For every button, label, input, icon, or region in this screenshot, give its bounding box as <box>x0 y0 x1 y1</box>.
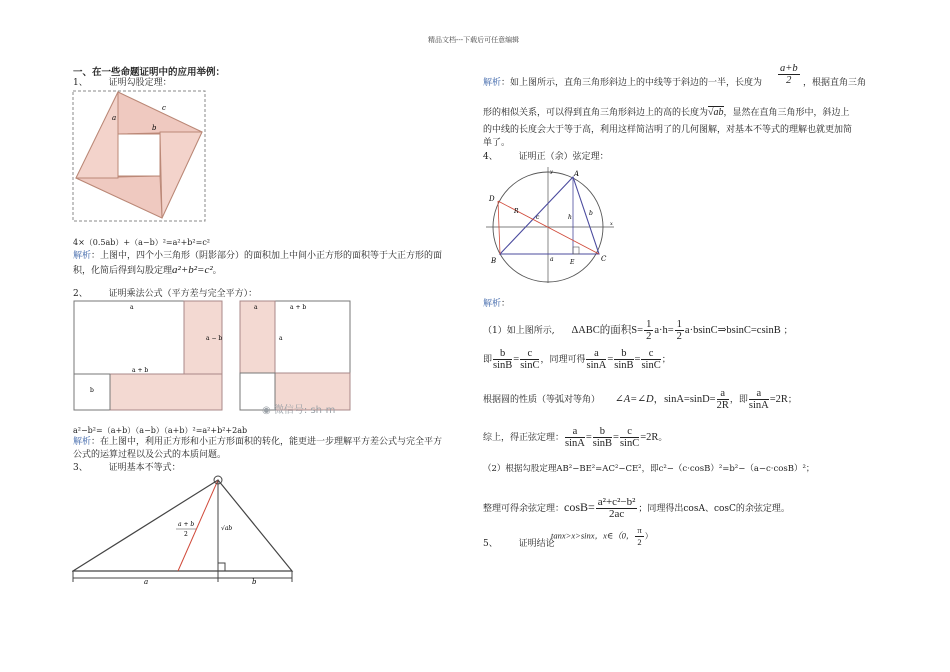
label-b: b <box>252 578 257 586</box>
jiexi-text: 形的相似关系，可以得到直角三角形斜边上的高的长度为 <box>483 108 709 118</box>
inequality: tanx>x>sinx，x∈（0， <box>551 530 635 541</box>
jiexi-text: 积，化简后得到勾股定理 <box>73 266 173 276</box>
jiexi3-line1-end: ，根据直角三角 <box>803 78 867 88</box>
frac-num: a <box>717 388 729 400</box>
vertex-B: B <box>491 257 497 265</box>
frac-den: 2R <box>716 400 729 411</box>
item4-heading <box>483 151 609 164</box>
label-a: a <box>112 114 117 122</box>
label-b: b <box>589 210 593 217</box>
frac-den: sinA <box>748 400 769 411</box>
wechat-icon: ◉ <box>262 405 271 416</box>
item4-title: 证明正（余）弦定理： <box>518 152 609 162</box>
triangle-right <box>160 132 202 218</box>
triangle-left <box>76 92 118 178</box>
sine-line1 <box>483 319 793 342</box>
frac-num: a <box>749 388 769 400</box>
frac-num: c <box>641 348 660 360</box>
jiexi-text: ：如上图所示，直角三角形斜边上的中线等于斜边的一半，长度为 <box>501 78 763 88</box>
left-label-b: b <box>90 387 94 394</box>
jiexi3-line4: 单了。 <box>483 138 511 148</box>
jiexi-text: ：上图中，四个小三角形（阴影部分）的面积加上中间小正方形的面积等于大正方形的面 <box>91 251 443 261</box>
angle-equality: ∠A=∠D <box>614 394 654 405</box>
watermark-text: 微信号: sh-m <box>273 405 336 416</box>
jiexi-colon: ： <box>501 299 511 309</box>
text: ； <box>787 395 797 405</box>
frac-num: π <box>637 525 642 535</box>
item2-number: 2、 <box>73 289 88 299</box>
chord-db <box>498 201 500 254</box>
jiexi4-heading <box>483 298 510 311</box>
label-h: h <box>568 214 572 221</box>
item1-number: 1、 <box>73 78 88 88</box>
figure-multiplication-formulas <box>72 300 352 412</box>
sqrt-ab: √ab <box>708 107 724 118</box>
left-strip-horizontal <box>110 374 222 410</box>
item4-number: 4、 <box>483 152 498 162</box>
label-c: c <box>162 104 166 112</box>
right-angle-mark <box>573 247 579 254</box>
frac-den: 2 <box>676 331 682 342</box>
item3-title: 证明基本不等式： <box>108 463 181 473</box>
text: =2R <box>640 432 659 443</box>
frac-num: a <box>565 426 585 438</box>
triangle-abc <box>500 177 599 254</box>
half-sum-fraction <box>777 63 801 86</box>
jiexi-label: 解析 <box>73 437 92 447</box>
text: ，同理可得 <box>540 355 586 365</box>
jiexi-text: ，显然在直角三角形中，斜边上 <box>723 108 850 118</box>
text: ，即 <box>729 395 748 405</box>
frac-num: 1 <box>646 319 652 330</box>
frac-num: b <box>614 348 633 360</box>
text: =2R <box>769 394 788 405</box>
frac-den: sinB <box>493 360 513 371</box>
frac-num: a²+c²−b² <box>597 496 636 508</box>
vertex-A: A <box>574 170 580 178</box>
item2-jiexi-line1 <box>73 436 442 449</box>
triangle-top <box>118 92 202 134</box>
right-label-a: a <box>254 304 258 311</box>
frac-num: b <box>593 426 612 438</box>
label-sqrt-ab: √ab <box>221 525 233 532</box>
text: ） <box>644 531 653 541</box>
text: ；同理得出cosA、cosC的余弦定理。 <box>638 504 790 514</box>
area-formula: ΔABC的面积S= <box>571 325 644 336</box>
text: ，sinA=sinD= <box>653 394 716 405</box>
vertex-C: C <box>601 255 607 263</box>
frac-den: 2 <box>786 75 792 86</box>
left-label-a-plus-b: a + b <box>132 367 149 374</box>
item2-formula: a²−b²=（a+b）（a−b）（a+b）²=a²+b²+2ab <box>73 426 248 435</box>
frac-den: sinB <box>592 438 613 449</box>
text: ； <box>783 326 793 336</box>
item1-jiexi-line2 <box>73 264 222 278</box>
text: （1）如上图所示, <box>483 326 555 336</box>
frac-den: 2 <box>646 331 652 342</box>
frac-den: sinB <box>614 360 634 371</box>
item2-title: 证明乘法公式（平方差与完全平方）： <box>108 289 258 299</box>
figure-am-gm-triangle <box>72 474 294 586</box>
label-b: b <box>152 124 157 132</box>
text: 整理可得余弦定理： <box>483 504 565 514</box>
item1-jiexi-line1 <box>73 250 442 263</box>
text: 。 <box>658 433 668 443</box>
area-formula: a·bsinC⇒bsinC=csinB <box>684 325 781 336</box>
frac-den: sinC <box>520 360 540 371</box>
frac-num: 1 <box>676 319 682 330</box>
right-angle-mark <box>218 563 225 571</box>
jiexi3-line1 <box>483 77 762 90</box>
left-label-a: a <box>130 304 134 311</box>
label-a-plus-b: a + b <box>178 521 195 528</box>
item3-number: 3、 <box>73 463 88 473</box>
item1-formula: 4×（0.5ab）+（a−b）²=a²+b²=c² <box>73 238 211 247</box>
frac-den: 2ac <box>608 508 625 520</box>
text: ； <box>661 355 671 365</box>
triangle-bottom <box>76 176 162 218</box>
frac-den: sinC <box>619 438 640 449</box>
frac-num: a <box>586 348 606 360</box>
text: 综上，得正弦定理： <box>483 433 565 443</box>
label-c: c <box>536 214 540 221</box>
label-two: 2 <box>184 531 188 538</box>
jiexi-end: 。 <box>212 266 222 276</box>
right-rect-left <box>240 301 275 373</box>
item5-inequality <box>551 525 653 548</box>
label-a: a <box>144 578 149 586</box>
right-label-a-plus-b: a + b <box>290 304 307 311</box>
left-label-a-minus-b: a − b <box>206 335 223 342</box>
cosine-derivation: （2）根据勾股定理AB²−BE²=AC²−CE²，即c²−（c·cosB）²=b²−（a−c·cosB）²； <box>483 464 815 474</box>
jiexi-label: 解析 <box>483 299 502 309</box>
text: 即 <box>483 355 493 365</box>
frac-num: b <box>493 348 512 360</box>
item5-title: 证明结论 <box>518 539 555 549</box>
area-formula: a·h= <box>654 325 674 336</box>
frac-den: sinC <box>641 360 661 371</box>
item5-heading <box>483 538 555 551</box>
jiexi3-line2 <box>483 106 850 120</box>
frac-num: c <box>620 426 639 438</box>
item2-jiexi-line2: 公式的运算过程以及公式的本质问题。 <box>73 450 227 460</box>
frac-den: sinA <box>565 438 585 449</box>
page-header: 精品文档---下载后可任意编辑 <box>428 36 520 44</box>
vertex-D: D <box>489 195 495 203</box>
label-R: R <box>514 208 519 215</box>
cos-lhs: cosB= <box>564 500 595 514</box>
figure-circumcircle <box>484 165 616 285</box>
sine-line2: 即 $\frac{b}{\sin B}$ = $\frac{c}{\sin C}$ ，同理可得 $\frac{a}{\sin A}$ = $\frac{b}{\sin B}$ = $\frac{c}{\sin C}$ ； <box>483 348 671 371</box>
watermark <box>262 401 335 416</box>
cosine-law-result <box>483 497 790 520</box>
frac-num: c <box>520 348 539 360</box>
jiexi-text: ：在上图中，利用正方形和小正方形面积的转化，能更进一步理解平方差公式与完全平方 <box>91 437 443 447</box>
point-E: E <box>570 259 575 266</box>
frac-num: a+b <box>780 63 798 74</box>
frac-den: 2 <box>637 537 642 547</box>
label-x: x <box>610 221 613 227</box>
label-y: y <box>550 169 553 175</box>
item1-heading <box>73 77 172 90</box>
text: 根据圆的性质（等弧对等角） <box>483 395 601 405</box>
sine-line3 <box>483 388 797 411</box>
frac-den: sinA <box>586 360 607 371</box>
section-title: 一、在一些命题证明中的应用举例： <box>73 67 226 78</box>
item1-title: 证明勾股定理： <box>108 78 172 88</box>
pythagorean-formula: a²+b²=c² <box>172 264 213 276</box>
right-label-a: a <box>279 335 283 342</box>
label-a: a <box>550 256 554 263</box>
jiexi-label: 解析 <box>483 78 502 88</box>
sine-law-result: 综上，得正弦定理： $\frac{a}{\sin A}$ = $\frac{b}{\sin B}$ = $\frac{c}{\sin C}$ =2R。 <box>483 426 668 449</box>
figure-pythagorean-square <box>72 90 206 222</box>
jiexi-label: 解析 <box>73 251 92 261</box>
inner-small-square <box>118 134 160 176</box>
jiexi3-line3: 的中线的长度会大于等于高，利用这样简洁明了的几何图解，对基本不等式的理解也就更加简 <box>483 125 853 135</box>
item5-number: 5、 <box>483 539 498 549</box>
